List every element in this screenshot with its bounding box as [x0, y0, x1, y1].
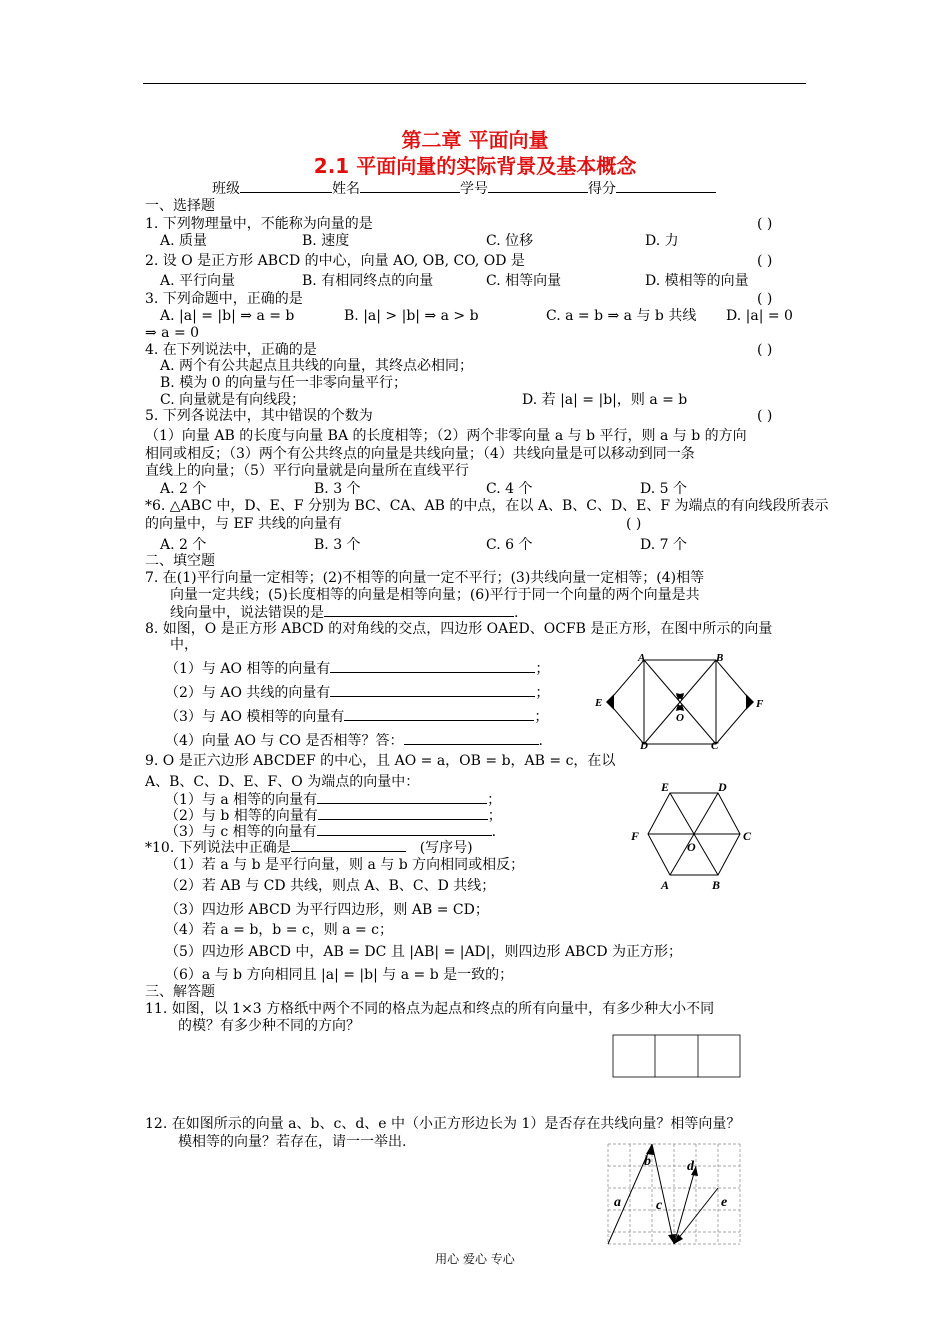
q9-sub3: （3）与 c 相等的向量有 . — [165, 824, 497, 840]
fig12-label-a: a — [614, 1195, 621, 1210]
student-info-line — [212, 180, 716, 197]
q9-hexagon-figure — [625, 775, 760, 897]
q1-option-c: C. 位移 — [486, 233, 534, 249]
q1-option-a: A. 质量 — [160, 233, 208, 249]
q10-sub4: （4）若 a = b，b = c，则 a = c； — [165, 922, 393, 938]
q12-vector-grid-figure — [600, 1140, 750, 1250]
name-blank[interactable] — [360, 180, 460, 193]
q9-blank2[interactable] — [318, 807, 488, 820]
q9-line2: A、B、C、D、E、F、O 为端点的向量中： — [145, 774, 420, 790]
q10-blank[interactable] — [291, 839, 406, 852]
q5-line3: 直线上的向量；（5）平行向量就是向量所在直线平行 — [145, 463, 469, 479]
section-heading-answer: 三、解答题 — [145, 984, 215, 1000]
q1-option-d: D. 力 — [645, 233, 679, 249]
name-label: 姓名 — [332, 181, 360, 197]
fig8-label-e: E — [595, 697, 603, 709]
q10-stem: *10. 下列说法中正确是 (写序号) — [145, 840, 473, 856]
q2-answer-paren: ( ) — [757, 253, 773, 269]
q10-sub5: （5）四边形 ABCD 中，AB = DC 且 |AB| = |AD|，则四边形 ABCD 为正方形； — [165, 944, 682, 960]
score-blank[interactable] — [616, 180, 716, 193]
q6-answer-paren: ( ) — [626, 516, 642, 532]
score-label: 得分 — [588, 181, 616, 197]
q4-option-d: D. 若 |a| = |b|，则 a = b — [522, 392, 688, 408]
q6-option-a: A. 2 个 — [160, 537, 207, 553]
fig9-label-e: E — [661, 780, 670, 794]
q5-line1: （1）向量 AB 的长度与向量 BA 的长度相等；（2）两个非零向量 a 与 b 平行，则 a 与 b 的方向 — [145, 428, 747, 444]
q10-sub6: （6）a 与 b 方向相同且 |a| = |b| 与 a = b 是一致的； — [165, 967, 514, 983]
fig9-label-a: A — [661, 878, 670, 892]
q9-blank1[interactable] — [317, 791, 487, 804]
fig12-label-d: d — [687, 1159, 694, 1174]
q6-line2: 的向量中，与 EF 共线的向量有 — [145, 516, 342, 532]
fig12-label-b: b — [644, 1154, 651, 1169]
q5-option-a: A. 2 个 — [160, 481, 207, 497]
q7-blank[interactable] — [324, 604, 514, 617]
section-heading-choice: 一、选择题 — [145, 198, 215, 214]
q3-stem: 3. 下列命题中，正确的是 — [145, 291, 303, 307]
q8-line1: 8. 如图，O 是正方形 ABCD 的对角线的交点，四边形 OAED、OCFB 是正方形，在图中所示的向量 — [145, 621, 773, 637]
q4-option-a: A. 两个有公共起点且共线的向量，其终点必相同； — [160, 358, 474, 374]
q1-option-b: B. 速度 — [302, 233, 350, 249]
q4-stem: 4. 在下列说法中，正确的是 — [145, 342, 317, 358]
fig9-label-o: O — [687, 840, 696, 854]
q5-answer-paren: ( ) — [757, 408, 773, 424]
class-blank[interactable] — [240, 180, 332, 193]
q10-sub3: （3）四边形 ABCD 为平行四边形，则 AB = CD； — [165, 902, 489, 918]
q4-option-c: C. 向量就是有向线段； — [160, 392, 306, 408]
q6-option-d: D. 7 个 — [640, 537, 687, 553]
q8-sub1: （1）与 AO 相等的向量有 ； — [165, 661, 550, 677]
q2-option-b: B. 有相同终点的向量 — [302, 273, 434, 289]
q8-blank3[interactable] — [344, 708, 534, 721]
q8-square-figure — [592, 650, 768, 754]
q12-line1: 12. 在如图所示的向量 a、b、c、d、e 中（小正方形边长为 1）是否存在共线向量？相等向量？ — [145, 1116, 741, 1132]
q6-line1: *6. △ABC 中，D、E、F 分别为 BC、CA、AB 的中点，在以 A、B、C、D、E、F 为端点的有向线段所表示 — [145, 498, 829, 514]
q3-option-b: B. |a| > |b| ⇒ a > b — [344, 308, 479, 324]
q5-stem: 5. 下列各说法中，其中错误的个数为 — [145, 408, 373, 424]
fig12-label-c: c — [656, 1198, 663, 1213]
fig9-label-f: F — [631, 829, 640, 843]
q11-line1: 11. 如图，以 1×3 方格纸中两个不同的格点为起点和终点的所有向量中，有多少种大小不同 — [145, 1001, 715, 1017]
q9-blank3[interactable] — [317, 823, 492, 836]
q9-sub2: （2）与 b 相等的向量有 ； — [165, 808, 502, 824]
q8-sub3: （3）与 AO 模相等的向量有 ； — [165, 709, 549, 725]
id-blank[interactable] — [488, 180, 588, 193]
q1-answer-paren: ( ) — [757, 216, 773, 232]
page-footer: 用心 爱心 专心 — [435, 1252, 515, 1266]
q9-sub1: （1）与 a 相等的向量有 ； — [165, 792, 502, 808]
fig8-label-d: D — [640, 740, 648, 752]
q6-option-b: B. 3 个 — [314, 537, 361, 553]
q8-sub2: （2）与 AO 共线的向量有 ； — [165, 685, 550, 701]
class-label: 班级 — [212, 181, 240, 197]
fig12-label-e: e — [721, 1195, 728, 1210]
q5-option-c: C. 4 个 — [486, 481, 533, 497]
q2-stem: 2. 设 O 是正方形 ABCD 的中心，向量 AO, OB, CO, OD 是 — [145, 253, 525, 269]
id-label: 学号 — [460, 181, 488, 197]
q4-answer-paren: ( ) — [757, 342, 773, 358]
q3-option-d: D. |a| = 0 — [726, 308, 793, 324]
chapter-title: 第二章 平面向量 — [401, 128, 549, 152]
q8-sub4: （4）向量 AO 与 CO 是否相等？答： . — [165, 733, 543, 749]
fig9-label-b: B — [712, 878, 721, 892]
q12-line2: 模相等的向量？若存在，请一一举出. — [178, 1134, 407, 1150]
fig8-label-b: B — [716, 652, 724, 664]
q9-line1: 9. O 是正六边形 ABCDEF 的中心，且 AO = a，OB = b，AB = c，在以 — [145, 753, 616, 769]
q1-stem: 1. 下列物理量中，不能称为向量的是 — [145, 216, 373, 232]
fig8-label-o: O — [676, 712, 684, 724]
q3-answer-paren: ( ) — [757, 291, 773, 307]
q5-option-b: B. 3 个 — [314, 481, 361, 497]
q2-option-c: C. 相等向量 — [486, 273, 562, 289]
section-title: 2.1 平面向量的实际背景及基本概念 — [313, 154, 637, 178]
q8-blank1[interactable] — [330, 660, 535, 673]
fig8-label-a: A — [638, 652, 646, 664]
fig9-label-c: C — [743, 829, 752, 843]
q11-grid-figure — [612, 1034, 742, 1079]
q8-line2: 中， — [170, 637, 198, 653]
q6-option-c: C. 6 个 — [486, 537, 533, 553]
q8-blank2[interactable] — [330, 684, 535, 697]
fig9-label-d: D — [718, 780, 727, 794]
q2-option-a: A. 平行向量 — [160, 273, 236, 289]
q10-sub1: （1）若 a 与 b 是平行向量，则 a 与 b 方向相同或相反； — [165, 857, 525, 873]
q4-option-b: B. 模为 0 的向量与任一非零向量平行； — [160, 375, 407, 391]
q5-option-d: D. 5 个 — [640, 481, 687, 497]
header-rule — [143, 83, 806, 84]
q2-option-d: D. 模相等的向量 — [645, 273, 749, 289]
fig8-label-f: F — [756, 698, 764, 710]
q7-line1: 7. 在(1)平行向量一定相等；(2)不相等的向量一定不平行；(3)共线向量一定相等；(4)相等 — [145, 570, 705, 586]
q5-line2: 相同或相反；（3）两个有公共终点的向量是共线向量；（4）共线向量是可以移动到同一条 — [145, 446, 695, 462]
q7-line3: 线向量中，说法错误的是 . — [170, 605, 519, 621]
q3-option-d-cont: ⇒ a = 0 — [145, 325, 200, 341]
q7-line2: 向量一定共线；(5)长度相等的向量是相等向量；(6)平行于同一个向量的两个向量是共 — [170, 587, 700, 603]
q3-option-a: A. |a| = |b| ⇒ a = b — [160, 308, 295, 324]
q11-line2: 的模？有多少种不同的方向？ — [178, 1018, 360, 1034]
q3-option-c: C. a = b ⇒ a 与 b 共线 — [546, 308, 697, 324]
q10-sub2: （2）若 AB 与 CD 共线，则点 A、B、C、D 共线； — [165, 878, 496, 894]
fig8-label-c: C — [711, 740, 719, 752]
section-heading-fill: 二、填空题 — [145, 553, 215, 569]
q8-blank4[interactable] — [404, 732, 539, 745]
